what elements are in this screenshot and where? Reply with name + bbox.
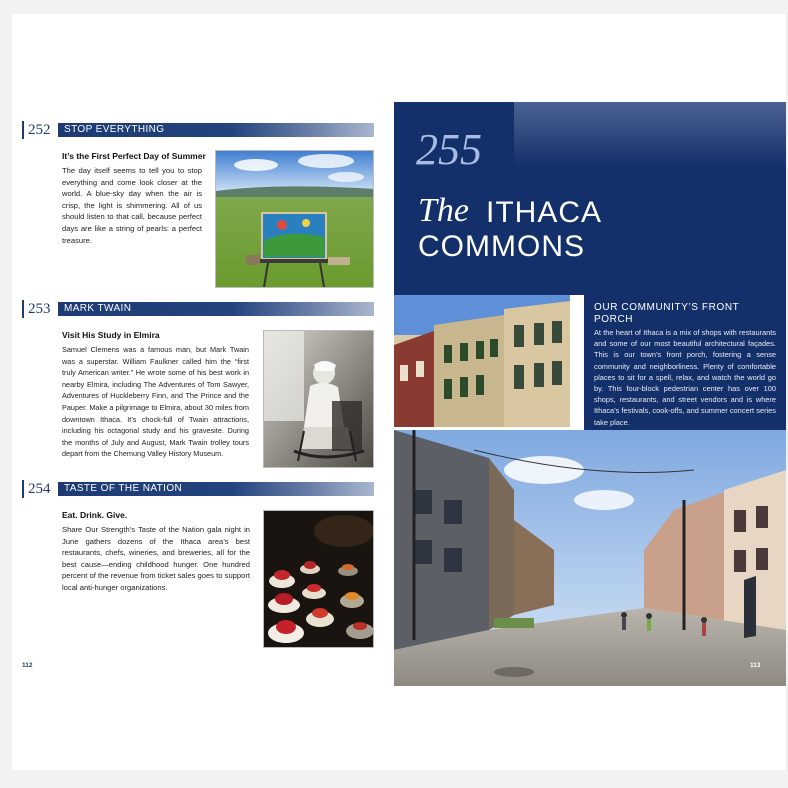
title-commons: COMMONS [418, 230, 585, 263]
section-title: MARK TWAIN [64, 303, 132, 314]
item-subtitle: It’s the First Perfect Day of Summer [62, 151, 206, 161]
section-bar [58, 302, 374, 316]
section-header-254 [22, 482, 374, 498]
section-header-253 [22, 302, 374, 318]
section-number: 254 [22, 480, 51, 498]
item-subtitle: Visit His Study in Elmira [62, 330, 160, 340]
title-ithaca: ITHACA [486, 196, 603, 229]
section-bar [58, 482, 374, 496]
meadow-easel-photo [215, 150, 374, 288]
section-number: 253 [22, 300, 51, 318]
right-page [394, 14, 786, 770]
commons-street-photo [394, 430, 786, 686]
book-spread [12, 14, 786, 770]
page-number-left: 112 [22, 662, 33, 669]
section-bar [58, 123, 374, 137]
left-page [12, 14, 394, 770]
item-subtitle: Eat. Drink. Give. [62, 510, 128, 520]
section-header-252 [22, 123, 374, 139]
item-body: The day itself seems to tell you to stop everything and come look closer at the world. A blue-sky day when the air is crisp, the light is shimmering. All of us should listen to that call, because perfect days are like a string of pearls: a perfect treasure. [62, 166, 202, 245]
mark-twain-photo [263, 330, 374, 468]
entry-number: 255 [416, 125, 482, 174]
title-panel-background-photo [514, 102, 786, 167]
building-facade-photo [394, 295, 570, 427]
page-number-right: 113 [750, 662, 761, 669]
item-body: Share Our Strength’s Taste of the Nation gala night in June gathers dozens of the Ithaca area’s best restaurants, chefs, wineries, and breweries, all for the best cause—ending childhood hunger. One hundred percent of the revenue from ticket sales goes to support local anti-hunger organizations. [62, 525, 250, 592]
food-dessert-photo [263, 510, 374, 648]
section-title: TASTE OF THE NATION [64, 483, 183, 494]
item-body: Samuel Clemens was a famous man, but Mark Twain was a superstar. William Faulkner called him the “first truly American writer.” He wrote some of his best work in nearby Elmira, including The Adventures of Tom Sawyer, Adventures of Huckleberry Finn, and The Prince and the Pauper. Make a pilgrimage to Elmira, about 30 miles from downtown Ithaca. It’s chock-full of Twain attractions, including his octagonal study and his gravesite. During the months of July and August, Mark Twain trolley tours depart from the Chemung Valley History Museum. [62, 345, 249, 459]
section-title: STOP EVERYTHING [64, 124, 165, 135]
panel-body: At the heart of Ithaca is a mix of shops with restaurants and some of our most beautiful architectural façades. This is our town’s front porch, fostering a sense community and neighborliness. Plenty of comfortable places to sit for a spell, relax, and watch the world go by. This four-block pedestrian center has over 100 shops, restaurants, and street vendors and is where Ithaca’s festivals, cook-offs, and summer concert series take place. [594, 328, 776, 427]
section-number: 252 [22, 121, 51, 139]
panel-title: OUR COMMUNITY’S FRONT PORCH [594, 302, 740, 325]
title-the: The [418, 192, 469, 229]
